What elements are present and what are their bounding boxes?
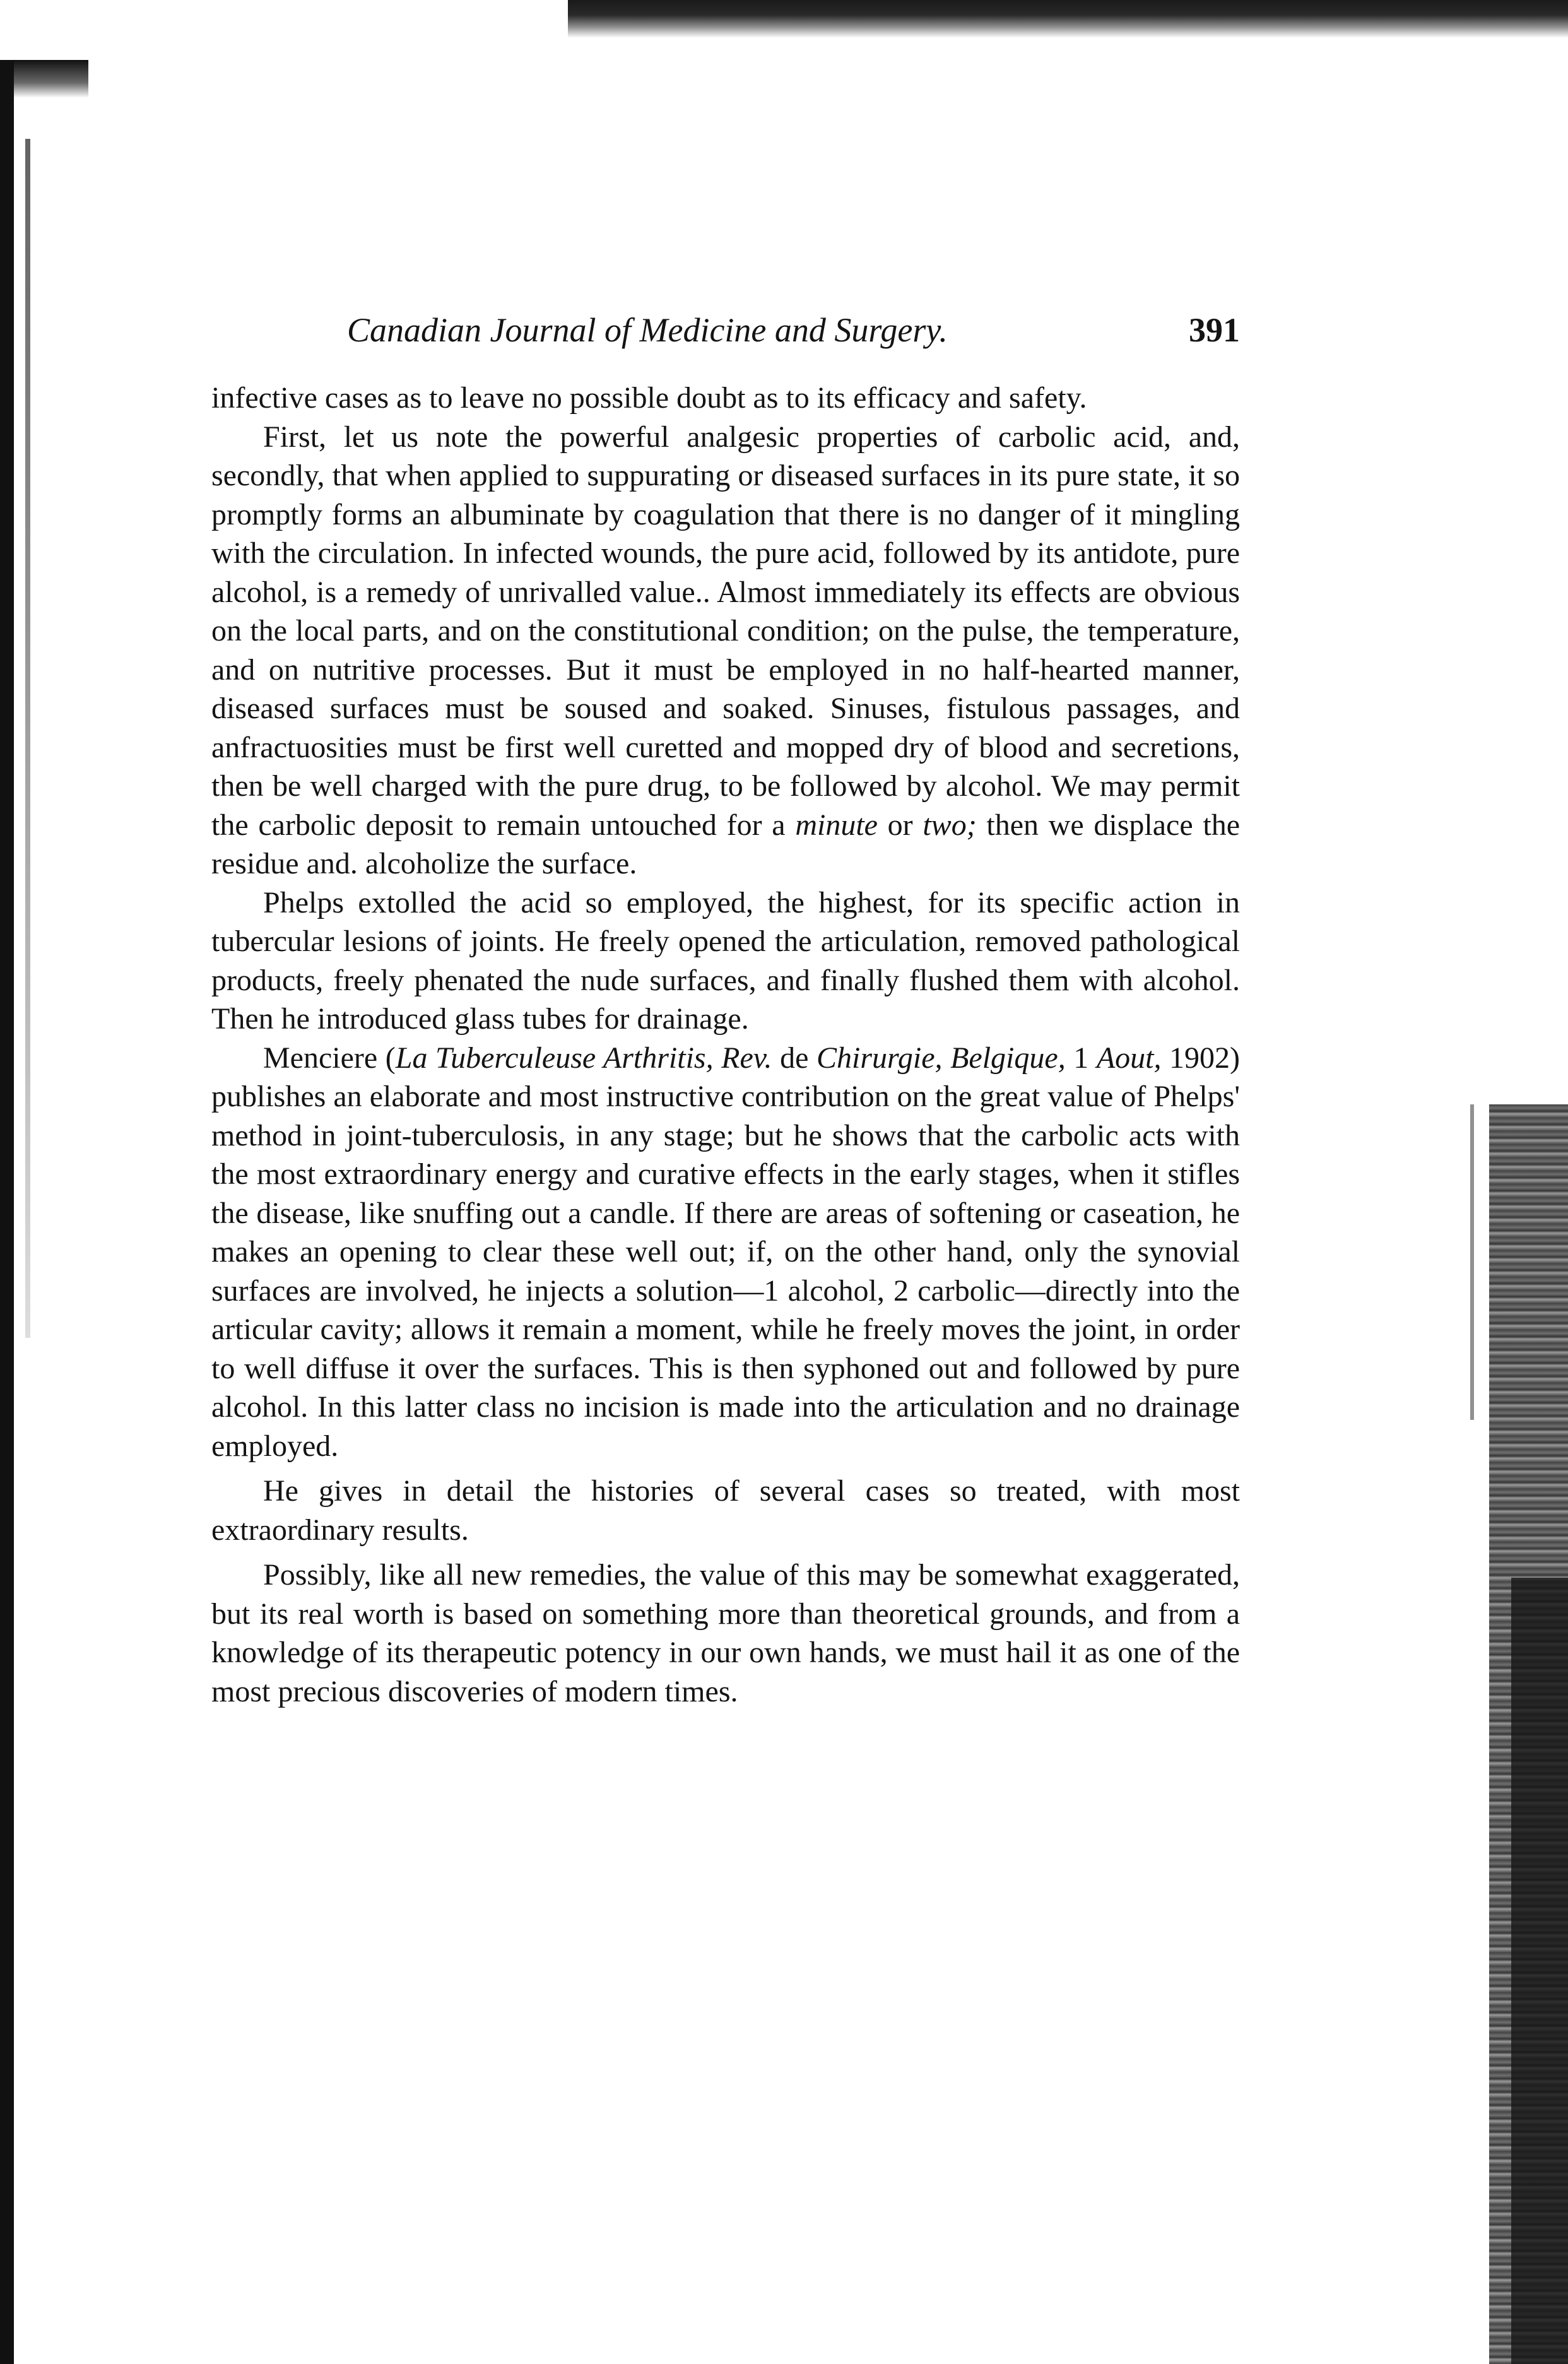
paragraph-menciere: Menciere (La Tuberculeuse Arthritis, Rev. de Chirurgie, Belgique, 1 Aout, 1902) publishes an elaborate and most instructive contribution on the great value of Phelps' method in joint-tuberculosis, in any stage; but he shows that the carbolic acts with the most extraordinary energy and curative effects in the early stages, when it stifles the disease, like snuffing out a candle. If there are areas of softening or caseation, he makes an opening to clear these well out; if, on the other hand, only the synovial surfaces are involved, he injects a solution—1 alcohol, 2 carbolic—directly into the articular cavity; allows it remain a moment, while he freely moves the joint, in order to well diffuse it over the surfaces. This is then syphoned out and followed by pure alcohol. In this latter class no incision is made into the articulation and no drainage employed. [211,1041,1241,1463]
italic-minute: minute [795,808,878,842]
paragraph-case-histories: He gives in detail the histories of several cases so treated, with most extraordinary results. [211,1474,1240,1547]
citation-title: La Tuberculeuse Arthritis, Rev. [395,1041,772,1075]
citation-journal: Chirurgie, Belgique, [816,1041,1066,1075]
page-header [211,302,1240,358]
scan-streak-left [25,139,30,1338]
scan-streak-right [1470,1104,1474,1420]
page-number: 391 [1189,311,1240,349]
paragraph-conclusion: Possibly, like all new remedies, the value of this may be somewhat exaggerated, but its real worth is based on something more than theoretical grounds, and from a knowledge of its therapeutic potency in our own hands, we must hail it as one of the most precious discoveries of modern times. [211,1558,1240,1708]
italic-two: two; [923,808,977,842]
article-body [211,379,1240,1711]
paragraph-phelps: Phelps extolled the acid so employed, the highest, for its specific action in tubercular lesions of joints. He freely opened the articulation, removed pathological products, freely phenated the nude surfaces, and finally flushed them with alcohol. Then he introduced glass tubes for drainage. [211,885,1240,1036]
paragraph-carbolic-properties: First, let us note the powerful analgesic properties of carbolic acid, and, secondly, that when applied to suppurating or diseased surfaces in its pure state, it so promptly forms an albuminate by coagulation that there is no danger of it mingling with the circulation. In infected wounds, the pure acid, followed by its antidote, pure alcohol, is a remedy of unrivalled value.. Almost immediately its effects are obvious on the local parts, and on the constitutional condition; on the pulse, the temperature, and on nutritive processes. But it must be employed in no half-hearted manner, diseased surfaces must be soused and soaked. Sinuses, fistulous passages, and anfractuosities must be first well curetted and mopped dry of blood and secretions, then be well charged with the pure drug, to be followed by alcohol. We may permit the carbolic deposit to remain untouched for a minute or two; then we displace the residue and. alcoholize the surface. [211,420,1241,880]
scan-edge-top [568,0,1568,38]
citation-month: Aout, [1096,1041,1162,1075]
journal-title: Canadian Journal of Medicine and Surgery. [347,311,948,349]
paragraph-continuation: infective cases as to leave no possible doubt as to its efficacy and safety. [211,381,1087,415]
scan-edge-left [0,60,14,2364]
scan-edge-right-dark [1511,1578,1568,2364]
